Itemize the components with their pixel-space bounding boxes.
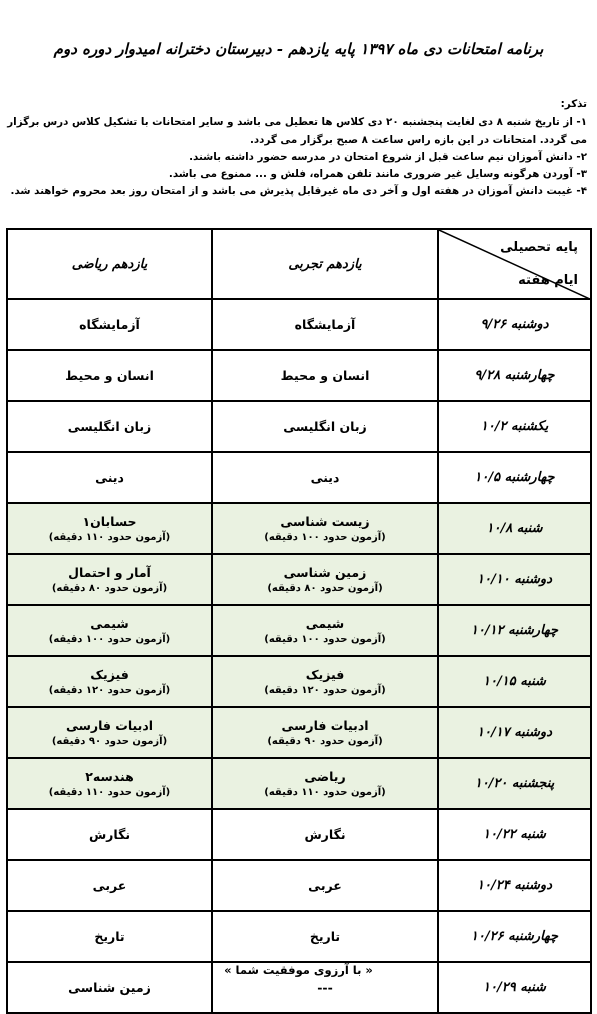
experimental-cell xyxy=(212,656,438,707)
math-cell xyxy=(7,656,212,707)
math-cell xyxy=(7,758,212,809)
duration-note: (آزمون حدود ۸۰ دقیقه) xyxy=(51,583,168,594)
subject-label: فیزیک xyxy=(305,667,345,682)
subject-label: زیست شناسی xyxy=(280,514,370,529)
experimental-cell xyxy=(212,911,438,962)
subject-label: انسان و محیط xyxy=(280,368,370,383)
column-header-math: یازدهم ریاضی xyxy=(7,229,212,299)
corner-cell xyxy=(438,229,591,299)
subject-label: انسان و محیط xyxy=(65,368,154,383)
duration-note: (آزمون حدود ۱۱۰ دقیقه) xyxy=(264,787,386,798)
subject-label: آزمایشگاه xyxy=(294,317,356,332)
subject-label: تاریخ xyxy=(309,929,341,944)
experimental-cell xyxy=(212,707,438,758)
subject-label: زبان انگلیسی xyxy=(283,419,367,434)
day-cell: دوشنبه ۹/۲۶ xyxy=(438,299,591,350)
subject-label: ادبیات فارسی xyxy=(281,718,369,733)
duration-note: (آزمون حدود ۹۰ دقیقه) xyxy=(267,736,383,747)
day-cell: شنبه ۱۰/۱۵ xyxy=(438,656,591,707)
experimental-cell xyxy=(212,299,438,350)
table-row xyxy=(7,554,591,605)
duration-note: (آزمون حدود ۱۲۰ دقیقه) xyxy=(48,685,171,696)
table-row xyxy=(7,452,591,503)
day-cell: شنبه ۱۰/۸ xyxy=(438,503,591,554)
note-item-4: ۴- غیبت دانش آموزان در هفته اول و آخر دی ماه غیرقابل پذیرش می باشد و از امتحان روز بعد محروم خواهند شد. xyxy=(10,185,587,198)
day-cell: دوشنبه ۱۰/۲۴ xyxy=(438,860,591,911)
day-cell: شنبه ۱۰/۲۹ xyxy=(438,962,591,1013)
experimental-cell xyxy=(212,860,438,911)
notes-heading: تذکر: xyxy=(560,98,587,110)
subject-label: زبان انگلیسی xyxy=(67,419,152,434)
corner-days-label: ایام هفته xyxy=(518,273,578,288)
table-row xyxy=(7,401,591,452)
experimental-cell xyxy=(212,350,438,401)
experimental-cell xyxy=(212,401,438,452)
notes-section xyxy=(7,96,587,201)
math-cell xyxy=(7,299,212,350)
duration-note: (آزمون حدود ۱۱۰ دقیقه) xyxy=(48,787,171,798)
duration-note: (آزمون حدود ۱۲۰ دقیقه) xyxy=(264,685,386,696)
day-cell: یکشنبه ۱۰/۲ xyxy=(438,401,591,452)
day-cell: پنجشنبه ۱۰/۲۰ xyxy=(438,758,591,809)
table-row xyxy=(7,656,591,707)
subject-label: عربی xyxy=(308,878,342,893)
subject-label: ریاضی xyxy=(304,769,346,784)
note-item-2: ۲- دانش آموزان نیم ساعت قبل از شروع امتحان در مدرسه حضور داشته باشند. xyxy=(189,150,587,163)
corner-grade-label: پایه تحصیلی xyxy=(500,240,578,255)
table-row xyxy=(7,605,591,656)
experimental-cell xyxy=(212,503,438,554)
day-cell: چهارشنبه ۹/۲۸ xyxy=(438,350,591,401)
table-row xyxy=(7,350,591,401)
math-cell xyxy=(7,860,212,911)
subject-label: آمار و احتمال xyxy=(68,565,151,580)
subject-label: حسابان۱ xyxy=(82,514,137,529)
table-row xyxy=(7,860,591,911)
subject-label: عربی xyxy=(92,878,127,893)
subject-label: آزمایشگاه xyxy=(79,317,140,332)
subject-label: --- xyxy=(317,980,333,995)
subject-label: دینی xyxy=(95,470,124,485)
note-item-1: ۱- از تاریخ شنبه ۸ دی لغایت پنجشنبه ۲۰ دی کلاس ها تعطیل می باشد و سایر امتحانات با تشکیل کلاس درس برگزار می گردد. امتحانات در این بازه راس ساعت ۸ صبح برگزار می گردد. xyxy=(7,116,587,146)
subject-label: زمین شناسی xyxy=(68,980,151,995)
math-cell xyxy=(7,503,212,554)
duration-note: (آزمون حدود ۱۱۰ دقیقه) xyxy=(48,532,171,543)
math-cell xyxy=(7,452,212,503)
day-cell: چهارشنبه ۱۰/۵ xyxy=(438,452,591,503)
duration-note: (آزمون حدود ۱۰۰ دقیقه) xyxy=(48,634,171,645)
experimental-cell xyxy=(212,605,438,656)
table-row xyxy=(7,809,591,860)
day-cell: دوشنبه ۱۰/۱۰ xyxy=(438,554,591,605)
day-cell: شنبه ۱۰/۲۲ xyxy=(438,809,591,860)
duration-note: (آزمون حدود ۱۰۰ دقیقه) xyxy=(264,532,386,543)
math-cell xyxy=(7,911,212,962)
note-item-3: ۳- آوردن هرگونه وسایل غیر ضروری مانند تلفن همراه، فلش و ... ممنوع می باشد. xyxy=(168,168,587,181)
day-cell: دوشنبه ۱۰/۱۷ xyxy=(438,707,591,758)
table-row xyxy=(7,503,591,554)
math-cell xyxy=(7,350,212,401)
experimental-cell xyxy=(212,554,438,605)
table-row xyxy=(7,911,591,962)
math-cell xyxy=(7,605,212,656)
exam-schedule-table xyxy=(6,228,592,1014)
subject-label: هندسه۲ xyxy=(85,769,134,784)
table-row xyxy=(7,299,591,350)
day-cell: چهارشنبه ۱۰/۱۲ xyxy=(438,605,591,656)
duration-note: (آزمون حدود ۱۰۰ دقیقه) xyxy=(264,634,386,645)
page-title: برنامه امتحانات دی ماه ۱۳۹۷ پایه یازدهم - دبیرستان دخترانه امیدوار دوره دوم xyxy=(53,40,544,58)
table-row xyxy=(7,707,591,758)
subject-label: شیمی xyxy=(305,616,345,631)
experimental-cell xyxy=(212,758,438,809)
column-header-experimental: یازدهم تجربی xyxy=(212,229,438,299)
math-cell xyxy=(7,809,212,860)
experimental-cell xyxy=(212,452,438,503)
footer-wish: « با آرزوی موفقیت شما » xyxy=(224,963,373,977)
subject-label: دینی xyxy=(310,470,340,485)
math-cell xyxy=(7,401,212,452)
day-cell: چهارشنبه ۱۰/۲۶ xyxy=(438,911,591,962)
duration-note: (آزمون حدود ۹۰ دقیقه) xyxy=(51,736,168,747)
table-row xyxy=(7,758,591,809)
subject-label: ادبیات فارسی xyxy=(65,718,154,733)
subject-label: تاریخ xyxy=(94,929,125,944)
duration-note: (آزمون حدود ۸۰ دقیقه) xyxy=(267,583,383,594)
table-header-row xyxy=(7,229,591,299)
subject-label: نگارش xyxy=(304,827,346,842)
math-cell xyxy=(7,707,212,758)
subject-label: شیمی xyxy=(90,616,129,631)
experimental-cell xyxy=(212,809,438,860)
subject-label: زمین شناسی xyxy=(283,565,367,580)
subject-label: فیزیک xyxy=(90,667,129,682)
subject-label: نگارش xyxy=(88,827,131,842)
math-cell xyxy=(7,554,212,605)
